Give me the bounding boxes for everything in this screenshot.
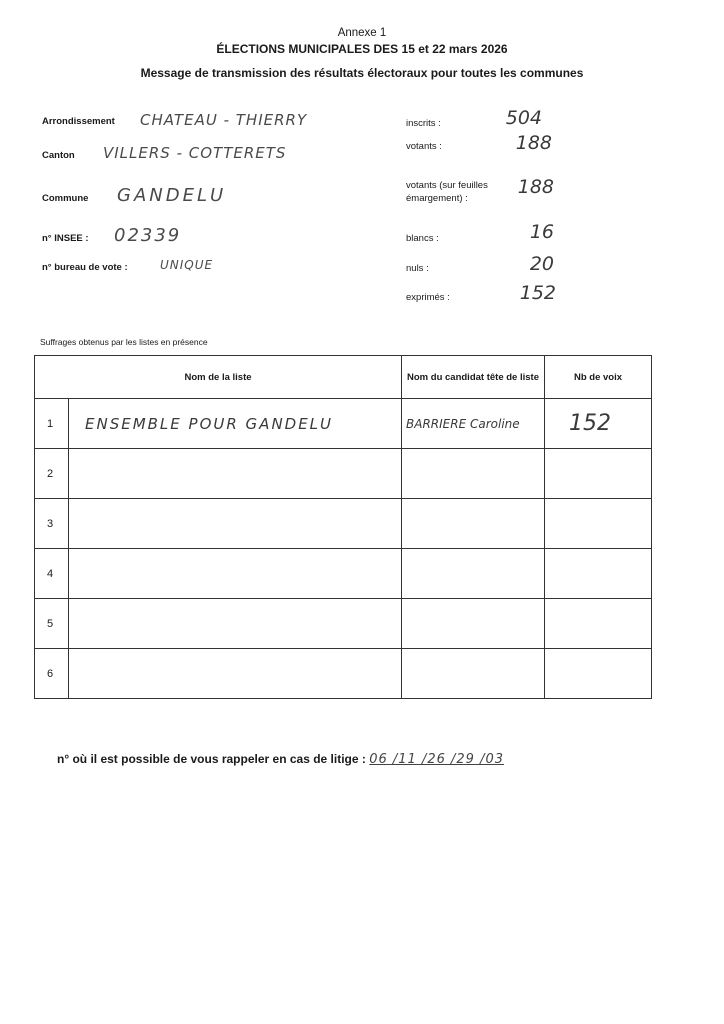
insee-value: 02339 [114,225,182,246]
inscrits-label: inscrits : [406,118,441,129]
exprimes-value: 152 [519,282,556,304]
exprimes-label: exprimés : [406,292,450,303]
row-candidat [402,549,545,599]
row-liste [69,649,402,699]
document-title: ÉLECTIONS MUNICIPALES DES 15 et 22 mars 2026 [216,42,508,56]
canton-value: VILLERS - COTTERETS [103,144,287,162]
votants-feuilles-value: 188 [517,176,554,198]
row-number: 3 [35,499,69,549]
row-candidat [402,449,545,499]
votants-label: votants : [406,141,442,152]
row-voix [545,599,652,649]
callback-label: n° où il est possible de vous rappeler en cas de litige : [57,752,366,766]
row-voix [545,499,652,549]
row-voix [545,449,652,499]
header-voix: Nb de voix [545,356,652,399]
row-candidat [402,499,545,549]
annexe-label: Annexe 1 [337,27,387,39]
table-row [35,599,652,649]
row-candidat [402,649,545,699]
row-voix [545,649,652,699]
row-voix: 152 [545,399,652,449]
row-candidat: BARRIERE Caroline [402,399,545,449]
row-liste: ENSEMBLE POUR GANDELU [69,399,402,449]
bureau-value: UNIQUE [160,258,214,272]
row-candidat [402,599,545,649]
blancs-value: 16 [529,221,554,243]
nuls-label: nuls : [406,263,429,274]
row-number: 2 [35,449,69,499]
votants-feuilles-label: votants (sur feuilles émargement) : [406,180,488,204]
arrondissement-value: CHATEAU - THIERRY [140,111,308,129]
document-subtitle: Message de transmission des résultats électoraux pour toutes les communes [140,66,584,80]
nuls-value: 20 [529,253,554,275]
table-row [35,549,652,599]
callback-line [57,752,504,767]
row-number: 5 [35,599,69,649]
table-row [35,449,652,499]
table-row [35,499,652,549]
row-voix [545,549,652,599]
insee-label: n° INSEE : [42,233,89,244]
results-table [34,355,652,699]
arrondissement-label: Arrondissement [42,116,115,127]
row-liste [69,549,402,599]
row-liste [69,449,402,499]
row-liste [69,599,402,649]
blancs-label: blancs : [406,233,439,244]
row-number: 1 [35,399,69,449]
commune-value: GANDELU [117,185,227,206]
row-number: 4 [35,549,69,599]
row-liste [69,499,402,549]
callback-phone: 06 /11 /26 /29 /03 [369,752,504,767]
table-caption: Suffrages obtenus par les listes en présence [40,337,208,347]
votants-value: 188 [515,132,552,154]
header-liste: Nom de la liste [35,356,402,399]
table-row [35,649,652,699]
inscrits-value: 504 [505,107,542,129]
canton-label: Canton [42,150,75,161]
table-header-row [35,356,652,399]
bureau-label: n° bureau de vote : [42,262,128,273]
commune-label: Commune [42,193,89,204]
header-candidat: Nom du candidat tête de liste [402,356,545,399]
table-row [35,399,652,449]
row-number: 6 [35,649,69,699]
